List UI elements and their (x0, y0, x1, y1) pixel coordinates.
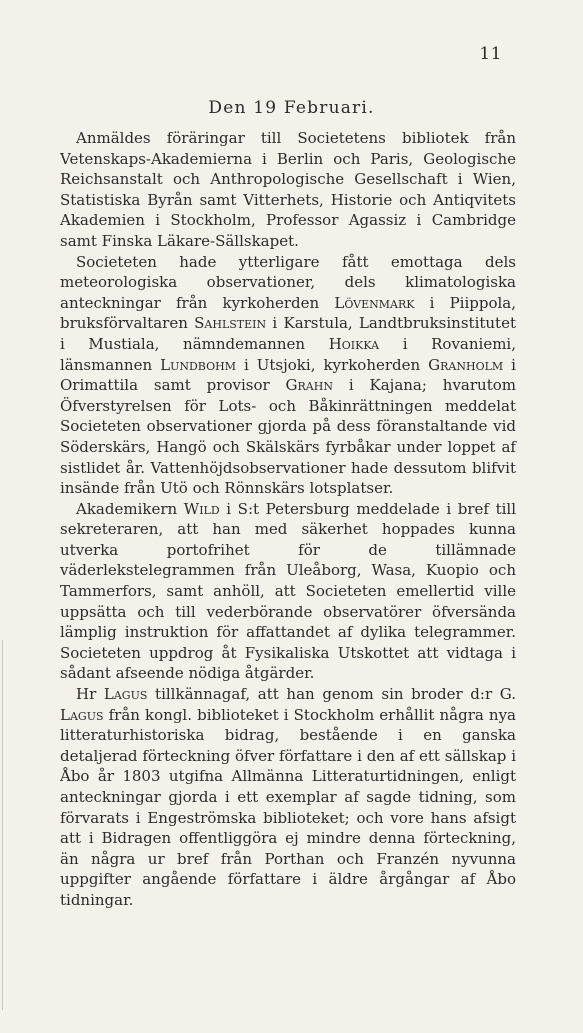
scan-margin-mark (2, 640, 3, 1010)
text-run: i Karstula, Landtbruksinstitutet i Mustiala, nämndemannen (60, 314, 516, 353)
text-run: i Piippola, bruksförvaltaren (60, 293, 517, 333)
person-name: Wild (183, 499, 220, 518)
text-run: Hr (76, 685, 104, 704)
text-run: i S:t Petersburg meddelade i bref till sekreteraren, att han med säkerhet hoppades kunna utverka portofrihet för de tillämnade väderlekstelegrammen från Uleåborg, Wasa, Kuopio och Tammerfors, samt anhöll, att Societeten emellertid ville uppsätta och till vederbörande observatörer öfversända lämplig instruktion för affattandet af dylika telegrammer. Societeten uppdrog åt Fysikaliska Utskottet att vidtaga i sådant afseende nödiga åtgärder. (60, 499, 516, 683)
person-name: Granholm (428, 355, 504, 374)
person-name: Lagus (103, 685, 148, 704)
text-run: Societeten hade ytterligare fått emottaga dels meteorologiska observationer, dels klimatologiska anteckningar från kyrkoherden (60, 252, 516, 312)
text-run: Anmäldes föräringar till Societetens bibliotek från Vetenskaps-Akademierna i Berlin och Paris, Geologische Reichsanstalt och Anthropologische Gesellschaft i Wien, Statistiska Byrån samt Vitterhets, Historie och Antiqvitets Akademien i Stockholm, Professor Agassiz i Cambridge samt Finska Läkare-Sällskapet. (60, 129, 516, 250)
text-run: tillkännagaf, att han genom sin broder d:r G. (147, 685, 516, 704)
text-run: i Rovaniemi, länsmannen (60, 334, 517, 374)
paragraph (60, 252, 516, 499)
body-text (60, 128, 516, 911)
person-name: Hoikka (328, 334, 380, 353)
person-name: Lagus (60, 705, 104, 724)
person-name: Lövenmark (334, 293, 415, 312)
text-run: i Utsjoki, kyrkoherden (235, 355, 429, 374)
page-number: 11 (479, 44, 502, 64)
text-run: från kongl. biblioteket i Stockholm erhållit några nya litteraturhistoriska bidrag, bestående i en ganska detaljerad förteckning öfver författare i den af ett sällskap i Åbo år 1803 utgifna Allmänna Litteraturtidningen, enligt anteckningar gjorda i ett exemplar af sagde tidning, som förvarats i Engeströmska biblioteket; och vore hans afsigt att i Bidragen offentliggöra ej mindre denna förteckning, än några ur bref från Porthan och Franzén nyvunna uppgifter angående författare i äldre årgångar af Åbo tidningar. (60, 705, 516, 909)
paragraph (60, 684, 516, 911)
person-name: Sahlstein (194, 314, 267, 333)
person-name: Grahn (285, 376, 333, 395)
text-run: Akademikern (76, 499, 184, 518)
person-name: Lundbohm (160, 355, 236, 374)
page-heading: Den 19 Februari. (208, 98, 375, 118)
paragraph (60, 128, 516, 252)
paragraph (60, 499, 516, 684)
text-run: i Kajana; hvarutom Öfverstyrelsen för Lots- och Båkinrättningen meddelat Societeten observationer gjorda på dess föranstaltande vid Söderskärs, Hangö och Skälskärs fyrbåkar under loppet af sistlidet år. Vattenhöjdsobservationer hade dessutom blifvit insände från Utö och Rönnskärs lotsplatser. (60, 376, 516, 498)
text-run: i Orimattila samt provisor (60, 355, 516, 395)
